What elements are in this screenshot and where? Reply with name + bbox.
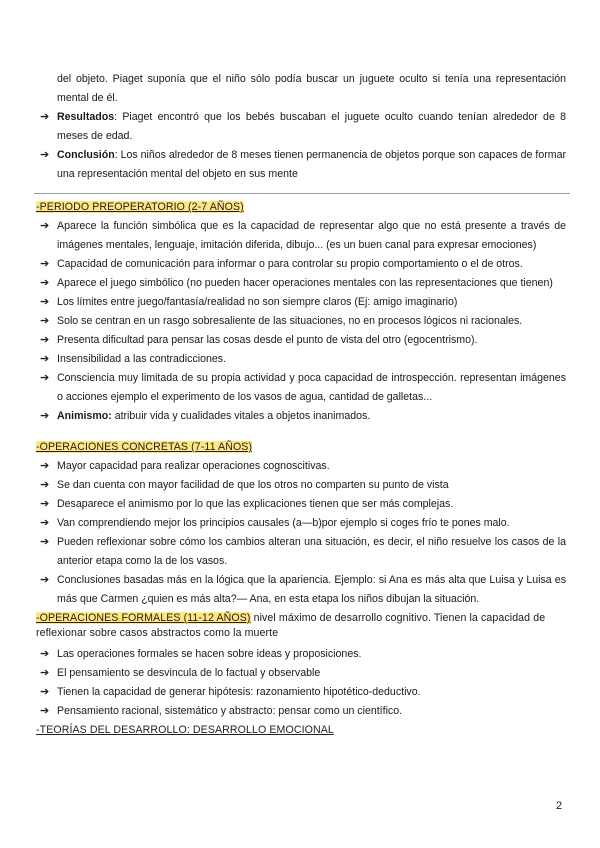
list-item-text: Se dan cuenta con mayor facilidad de que los otros no comparten su punto de vista [57,479,449,491]
list-item [36,533,566,571]
arrow-right-icon: ➔ [40,149,50,161]
list-item [36,369,566,407]
arrow-right-icon: ➔ [40,410,50,422]
arrow-right-icon: ➔ [40,460,50,472]
formales-heading [36,611,566,641]
arrow-right-icon: ➔ [40,498,50,510]
list-item-text: Aparece el juego simbólico (no pueden hacer operaciones mentales con las representaciones que tienen) [57,277,553,289]
list-item [36,514,566,533]
animismo-label: Animismo: [57,410,112,422]
list-item-text: Las operaciones formales se hacen sobre ideas y proposiciones. [57,648,362,660]
list-item [36,457,566,476]
list-item-text: Los límites entre juego/fantasía/realidad no son siempre claros (Ej: amigo imaginario) [57,296,458,308]
arrow-right-icon: ➔ [40,648,50,660]
arrow-right-icon: ➔ [40,220,50,232]
arrow-right-icon: ➔ [40,111,50,123]
preoperatorio-heading-text: -PERIODO PREOPERATORIO (2-7 AÑOS) [36,201,244,213]
conclusion-item [36,146,566,184]
arrow-right-icon: ➔ [40,315,50,327]
concretas-heading-text: -OPERACIONES CONCRETAS (7-11 AÑOS) [36,441,253,453]
list-item-text: Pueden reflexionar sobre cómo los cambios alteran una situación, es decir, el niño resuelve los casos de la anterior etapa como la de los vasos. [57,536,566,567]
preoperatorio-heading [36,198,566,217]
arrow-right-icon: ➔ [40,667,50,679]
formales-heading-desc: nivel máximo de desarrollo cognitivo. Tienen la capacidad de reflexionar sobre casos abstractos como la muerte [36,612,546,639]
arrow-right-icon: ➔ [40,372,50,384]
formales-heading-text: -OPERACIONES FORMALES (11-12 AÑOS) [36,612,251,624]
arrow-right-icon: ➔ [40,517,50,529]
arrow-right-icon: ➔ [40,277,50,289]
section-divider [34,193,570,194]
list-item [36,645,566,664]
list-item [36,476,566,495]
list-item-text: Aparece la función simbólica que es la capacidad de representar algo que no está presente a través de imágenes mentales, lenguaje, imitación diferida, dibujo... (es un buen canal para expresar emociones) [57,220,566,251]
list-item-text: Presenta dificultad para pensar las cosas desde el punto de vista del otro (egocentrismo). [57,334,478,346]
list-item [36,702,566,721]
conclusion-label: Conclusión [57,149,115,161]
list-item [36,664,566,683]
arrow-right-icon: ➔ [40,334,50,346]
list-item-text: Solo se centran en un rasgo sobresaliente de las situaciones, no en procesos lógicos ni racionales. [57,315,523,327]
list-item-text: Desaparece el animismo por lo que las explicaciones tienen que ser más complejas. [57,498,454,510]
arrow-right-icon: ➔ [40,686,50,698]
intro-continuation [36,70,566,108]
list-item-text: Pensamiento racional, sistemático y abstracto: pensar como un científico. [57,705,403,717]
arrow-right-icon: ➔ [40,536,50,548]
list-item-text: Consciencia muy limitada de su propia actividad y poca capacidad de introspección. representan imágenes o acciones ejemplo el experimento de los vasos de agua, cantidad de galletas... [57,372,566,403]
document-body [36,70,566,740]
list-item [36,312,566,331]
page-number: 2 [556,800,563,812]
arrow-right-icon: ➔ [40,258,50,270]
resultados-label: Resultados [57,111,115,123]
animismo-item [36,407,566,426]
arrow-right-icon: ➔ [40,705,50,717]
list-item-text: Insensibilidad a las contradicciones. [57,353,227,365]
arrow-right-icon: ➔ [40,296,50,308]
list-item [36,495,566,514]
list-item-text: Tienen la capacidad de generar hipótesis: razonamiento hipotético-deductivo. [57,686,421,698]
list-item [36,571,566,609]
intro-continuation-text: del objeto. Piaget suponía que el niño sólo podía buscar un juguete oculto si tenía una representación mental de él. [57,73,566,104]
conclusion-text: : Los niños alrededor de 8 meses tienen permanencia de objetos porque son capaces de formar una representación mental del objeto en sus mente [57,149,566,180]
concretas-heading [36,438,566,457]
list-item [36,331,566,350]
list-item [36,683,566,702]
resultados-item [36,108,566,146]
resultados-text: : Piaget encontró que los bebés buscaban el juguete oculto cuando tenían alrededor de 8 meses de edad. [57,111,566,142]
list-item-text: El pensamiento se desvincula de lo factual y observable [57,667,321,679]
arrow-right-icon: ➔ [40,479,50,491]
list-item [36,293,566,312]
emocional-heading-text: -TEORÍAS DEL DESARROLLO: DESARROLLO EMOCIONAL [36,724,334,736]
emocional-heading [36,721,566,740]
list-item-text: Mayor capacidad para realizar operaciones cognoscitivas. [57,460,330,472]
list-item-text: Conclusiones basadas más en la lógica que la apariencia. Ejemplo: si Ana es más alta que Luisa y Luisa es más que Carmen ¿quien es más alta?— Ana, en esta etapa los niños dibujan la situación. [57,574,566,605]
list-item [36,255,566,274]
list-item [36,274,566,293]
animismo-text: atribuir vida y cualidades vitales a objetos inanimados. [111,410,371,422]
list-item [36,350,566,369]
arrow-right-icon: ➔ [40,574,50,586]
list-item-text: Capacidad de comunicación para informar o para controlar su propio comportamiento o el de otros. [57,258,523,270]
list-item-text: Van comprendiendo mejor los principios causales (a—b)por ejemplo si coges frío te pones malo. [57,517,510,529]
arrow-right-icon: ➔ [40,353,50,365]
list-item [36,217,566,255]
